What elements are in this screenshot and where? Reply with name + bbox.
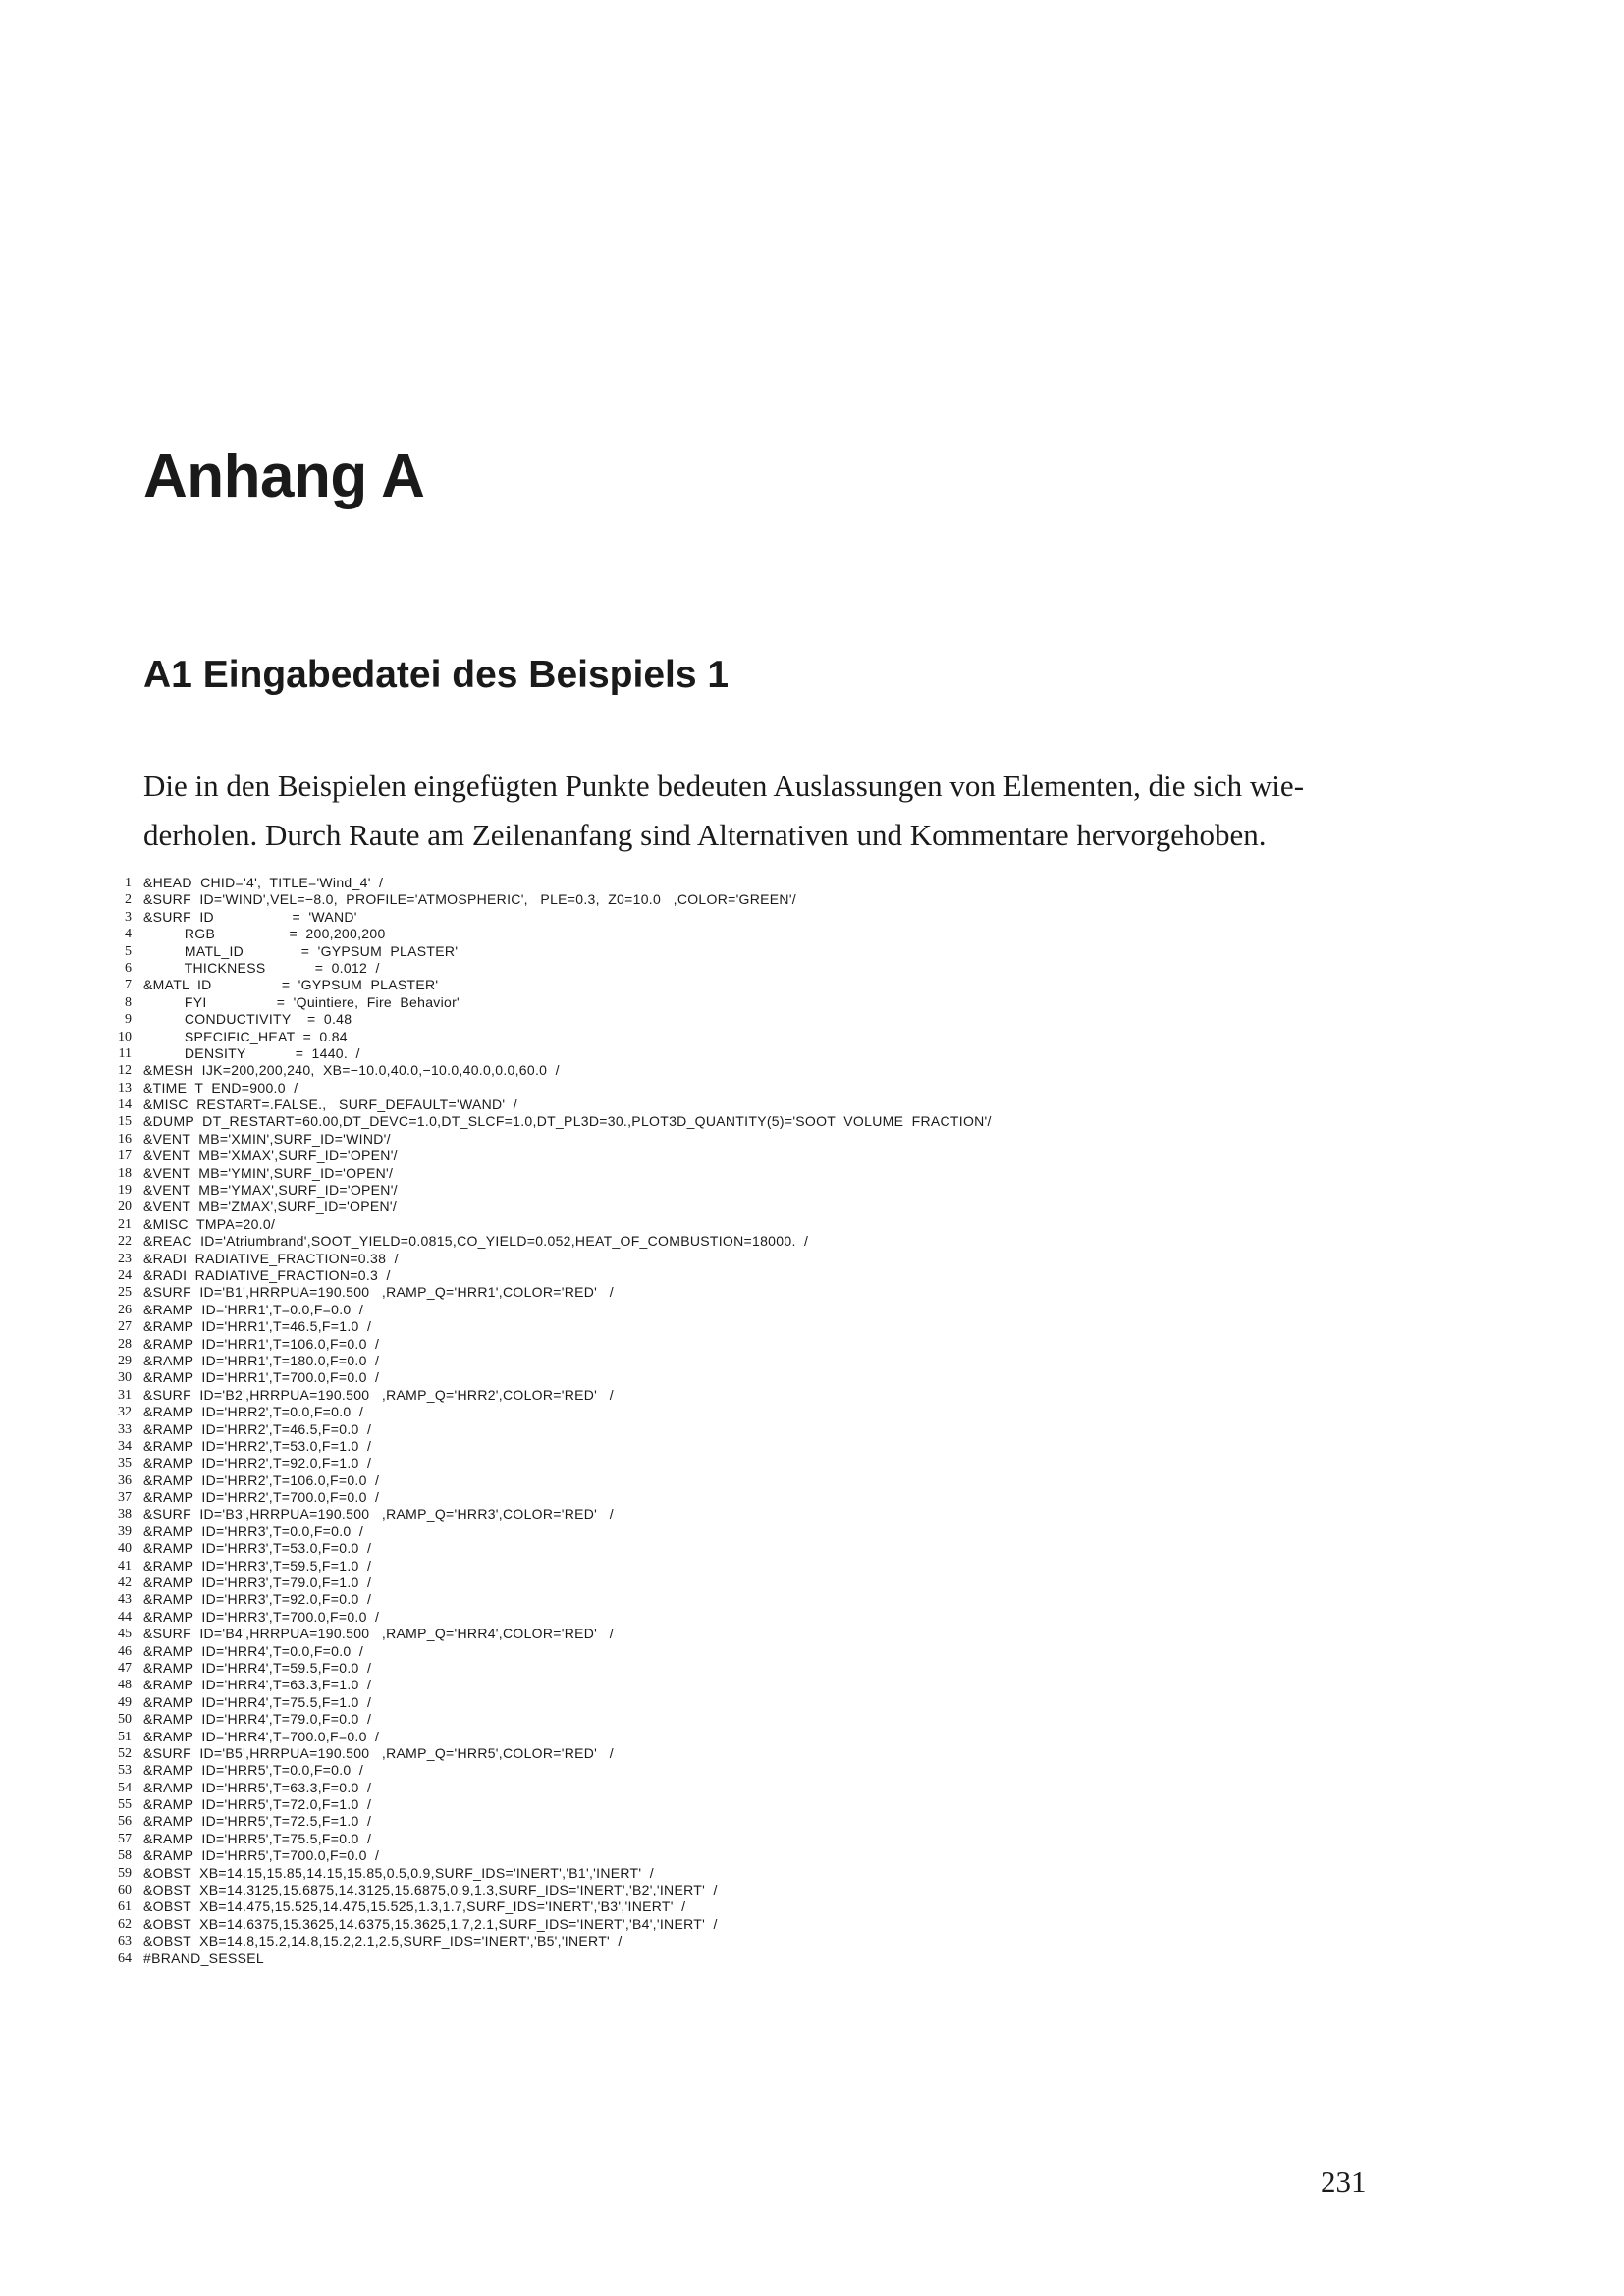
line-number: 62 (118, 1916, 132, 1932)
code-text: &RAMP ID='HRR4',T=0.0,F=0.0 / (143, 1642, 364, 1659)
code-text: &RAMP ID='HRR3',T=59.5,F=1.0 / (143, 1557, 372, 1574)
code-text: &RAMP ID='HRR3',T=53.0,F=0.0 / (143, 1540, 372, 1557)
code-line (98, 1882, 992, 1898)
code-text: &RAMP ID='HRR1',T=106.0,F=0.0 / (143, 1335, 380, 1352)
code-line (98, 1831, 992, 1847)
code-line (98, 1847, 992, 1864)
code-line (98, 1609, 992, 1626)
code-line (98, 1387, 992, 1404)
code-text: &RAMP ID='HRR1',T=0.0,F=0.0 / (143, 1301, 364, 1317)
code-text: CONDUCTIVITY = 0.48 (143, 1011, 352, 1028)
line-number: 31 (118, 1387, 132, 1403)
line-number: 13 (118, 1080, 132, 1095)
code-line (98, 1711, 992, 1728)
code-listing (98, 875, 992, 1967)
code-text: &RAMP ID='HRR3',T=0.0,F=0.0 / (143, 1522, 364, 1539)
line-number: 51 (118, 1729, 132, 1744)
line-number: 11 (118, 1045, 132, 1061)
line-number: 64 (118, 1950, 132, 1966)
code-text: &OBST XB=14.8,15.2,14.8,15.2,2.1,2.5,SURF_IDS='INERT','B5','INERT' / (143, 1933, 623, 1949)
line-number: 20 (118, 1200, 132, 1215)
code-text: &RAMP ID='HRR5',T=75.5,F=0.0 / (143, 1830, 372, 1846)
code-line (98, 1080, 992, 1096)
code-text: &RAMP ID='HRR5',T=72.5,F=1.0 / (143, 1813, 372, 1830)
code-text: &RAMP ID='HRR4',T=63.3,F=1.0 / (143, 1677, 372, 1693)
line-number: 7 (125, 978, 132, 993)
code-text: &RAMP ID='HRR4',T=79.0,F=0.0 / (143, 1711, 372, 1728)
line-number: 28 (118, 1336, 132, 1352)
code-line (98, 1591, 992, 1608)
code-line (98, 1045, 992, 1062)
line-number: 34 (118, 1438, 132, 1454)
code-text: &RAMP ID='HRR1',T=180.0,F=0.0 / (143, 1352, 380, 1368)
line-number: 43 (118, 1592, 132, 1608)
line-number: 36 (118, 1472, 132, 1488)
line-number: 19 (118, 1183, 132, 1199)
code-text: &OBST XB=14.6375,15.3625,14.6375,15.3625,1.7,2.1,SURF_IDS='INERT','B4','INERT' / (143, 1915, 718, 1932)
line-number: 24 (118, 1267, 132, 1283)
code-line (98, 1369, 992, 1386)
code-text: &RADI RADIATIVE_FRACTION=0.38 / (143, 1250, 399, 1266)
code-text: &MESH IJK=200,200,240, XB=−10.0,40.0,−10.0,40.0,0.0,60.0 / (143, 1062, 560, 1079)
code-text: &MISC TMPA=20.0/ (143, 1215, 276, 1232)
code-line (98, 1506, 992, 1522)
code-line (98, 1898, 992, 1915)
line-number: 47 (118, 1660, 132, 1676)
code-text: &RAMP ID='HRR5',T=72.0,F=1.0 / (143, 1796, 372, 1813)
line-number: 14 (118, 1097, 132, 1113)
line-number: 18 (118, 1165, 132, 1181)
code-line (98, 1694, 992, 1711)
code-line (98, 1950, 992, 1967)
code-line (98, 875, 992, 891)
code-text: &RAMP ID='HRR2',T=46.5,F=0.0 / (143, 1420, 372, 1437)
code-text: &RAMP ID='HRR5',T=700.0,F=0.0 / (143, 1847, 380, 1864)
line-number: 12 (118, 1063, 132, 1079)
line-number: 1 (125, 876, 132, 890)
line-number: 35 (118, 1456, 132, 1471)
code-text: &VENT MB='XMIN',SURF_ID='WIND'/ (143, 1130, 391, 1147)
code-line (98, 1199, 992, 1215)
code-line (98, 1626, 992, 1642)
line-number: 41 (118, 1558, 132, 1574)
code-text: DENSITY = 1440. / (143, 1044, 360, 1061)
code-text: &SURF ID='WIND',VEL=−8.0, PROFILE='ATMOSPHERIC', PLE=0.3, Z0=10.0 ,COLOR='GREEN'/ (143, 891, 796, 908)
code-text: &RAMP ID='HRR4',T=700.0,F=0.0 / (143, 1728, 380, 1744)
line-number: 61 (118, 1899, 132, 1915)
code-line (98, 1558, 992, 1575)
code-line (98, 960, 992, 977)
line-number: 60 (118, 1883, 132, 1898)
code-line (98, 1131, 992, 1148)
line-number: 5 (125, 943, 132, 959)
line-number: 53 (118, 1763, 132, 1779)
line-number: 39 (118, 1523, 132, 1539)
code-text: &RAMP ID='HRR2',T=700.0,F=0.0 / (143, 1489, 380, 1506)
code-line (98, 1267, 992, 1284)
code-line (98, 1318, 992, 1335)
code-text: &OBST XB=14.15,15.85,14.15,15.85,0.5,0.9,SURF_IDS='INERT','B1','INERT' / (143, 1864, 654, 1881)
line-number: 6 (125, 960, 132, 976)
code-text: &RAMP ID='HRR3',T=79.0,F=1.0 / (143, 1575, 372, 1591)
line-number: 52 (118, 1745, 132, 1761)
code-line (98, 1062, 992, 1079)
code-text: &RAMP ID='HRR2',T=0.0,F=0.0 / (143, 1404, 364, 1420)
code-text: &RADI RADIATIVE_FRACTION=0.3 / (143, 1266, 391, 1283)
code-line (98, 1762, 992, 1779)
line-number: 10 (118, 1029, 132, 1044)
code-text: &REAC ID='Atriumbrand',SOOT_YIELD=0.0815,CO_YIELD=0.052,HEAT_OF_COMBUSTION=18000. / (143, 1233, 809, 1250)
code-text: &RAMP ID='HRR3',T=92.0,F=0.0 / (143, 1591, 372, 1608)
code-line (98, 994, 992, 1011)
code-line (98, 891, 992, 908)
line-number: 30 (118, 1370, 132, 1386)
code-text: &RAMP ID='HRR4',T=59.5,F=0.0 / (143, 1659, 372, 1676)
code-text: &RAMP ID='HRR2',T=92.0,F=1.0 / (143, 1455, 372, 1471)
code-text: &OBST XB=14.3125,15.6875,14.3125,15.6875,0.9,1.3,SURF_IDS='INERT','B2','INERT' / (143, 1882, 718, 1898)
line-number: 50 (118, 1712, 132, 1728)
line-number: 2 (125, 892, 132, 908)
line-number: 56 (118, 1814, 132, 1830)
code-text: &RAMP ID='HRR4',T=75.5,F=1.0 / (143, 1693, 372, 1710)
code-text: &SURF ID='B4',HRRPUA=190.500 ,RAMP_Q='HRR4',COLOR='RED' / (143, 1626, 614, 1642)
line-number: 45 (118, 1627, 132, 1642)
code-line (98, 1916, 992, 1933)
section-title: A1 Eingabedatei des Beispiels 1 (143, 654, 730, 696)
code-line (98, 1096, 992, 1113)
code-line (98, 1438, 992, 1455)
line-number: 40 (118, 1541, 132, 1557)
line-number: 16 (118, 1131, 132, 1147)
line-number: 33 (118, 1421, 132, 1437)
code-text: &OBST XB=14.475,15.525,14.475,15.525,1.3,1.7,SURF_IDS='INERT','B3','INERT' / (143, 1898, 686, 1915)
code-line (98, 1251, 992, 1267)
intro-paragraph (143, 762, 1382, 860)
code-text: &MATL ID = 'GYPSUM PLASTER' (143, 977, 439, 993)
code-line (98, 1011, 992, 1028)
line-number: 44 (118, 1609, 132, 1625)
code-text: &RAMP ID='HRR1',T=700.0,F=0.0 / (143, 1369, 380, 1386)
code-text: MATL_ID = 'GYPSUM PLASTER' (143, 942, 459, 959)
code-text: &VENT MB='YMAX',SURF_ID='OPEN'/ (143, 1182, 398, 1199)
line-number: 37 (118, 1490, 132, 1506)
code-line (98, 1182, 992, 1199)
code-text: &VENT MB='YMIN',SURF_ID='OPEN'/ (143, 1164, 394, 1181)
code-line (98, 1472, 992, 1489)
code-line (98, 1643, 992, 1660)
code-line (98, 1489, 992, 1506)
intro-line-2: derholen. Durch Raute am Zeilenanfang sind Alternativen und Kommentare hervorgehoben. (143, 818, 1267, 852)
code-line (98, 1796, 992, 1813)
code-line (98, 1455, 992, 1471)
line-number: 59 (118, 1865, 132, 1881)
line-number: 15 (118, 1114, 132, 1130)
code-line (98, 1729, 992, 1745)
line-number: 38 (118, 1507, 132, 1522)
line-number: 8 (125, 994, 132, 1010)
line-number: 21 (118, 1216, 132, 1232)
code-line (98, 1677, 992, 1693)
intro-line-1: Die in den Beispielen eingefügten Punkte bedeuten Auslassungen von Elementen, die sich wie- (143, 769, 1305, 803)
code-text: SPECIFIC_HEAT = 0.84 (143, 1028, 348, 1044)
line-number: 58 (118, 1848, 132, 1864)
code-line (98, 1165, 992, 1182)
page-number: 231 (1321, 2164, 1367, 2199)
code-text: &SURF ID='B5',HRRPUA=190.500 ,RAMP_Q='HRR5',COLOR='RED' / (143, 1744, 614, 1761)
line-number: 26 (118, 1302, 132, 1317)
line-number: 32 (118, 1405, 132, 1420)
code-line (98, 1813, 992, 1830)
code-line (98, 943, 992, 960)
code-text: #BRAND_SESSEL (143, 1949, 264, 1966)
code-text: &RAMP ID='HRR2',T=53.0,F=1.0 / (143, 1437, 372, 1454)
code-text: &RAMP ID='HRR3',T=700.0,F=0.0 / (143, 1608, 380, 1625)
code-line (98, 1404, 992, 1420)
line-number: 3 (125, 909, 132, 925)
line-number: 9 (125, 1012, 132, 1028)
code-line (98, 1780, 992, 1796)
code-text: &DUMP DT_RESTART=60.00,DT_DEVC=1.0,DT_SLCF=1.0,DT_PL3D=30.,PLOT3D_QUANTITY(5)='SOOT VOLUME FRACTION'/ (143, 1113, 992, 1130)
line-number: 55 (118, 1797, 132, 1813)
code-line (98, 1660, 992, 1677)
line-number: 25 (118, 1285, 132, 1301)
code-text: &SURF ID = 'WAND' (143, 908, 357, 925)
line-number: 49 (118, 1694, 132, 1710)
code-line (98, 1336, 992, 1353)
code-line (98, 1575, 992, 1591)
code-line (98, 1029, 992, 1045)
code-line (98, 926, 992, 942)
code-line (98, 1302, 992, 1318)
code-line (98, 1284, 992, 1301)
code-text: RGB = 200,200,200 (143, 926, 386, 942)
code-line (98, 1540, 992, 1557)
code-line (98, 1216, 992, 1233)
code-line (98, 1933, 992, 1949)
code-text: &VENT MB='ZMAX',SURF_ID='OPEN'/ (143, 1199, 398, 1215)
code-text: &RAMP ID='HRR1',T=46.5,F=1.0 / (143, 1318, 372, 1335)
line-number: 46 (118, 1643, 132, 1659)
code-text: &TIME T_END=900.0 / (143, 1079, 298, 1095)
line-number: 17 (118, 1148, 132, 1164)
code-text: &MISC RESTART=.FALSE., SURF_DEFAULT='WAND' / (143, 1096, 517, 1113)
code-text: &RAMP ID='HRR5',T=0.0,F=0.0 / (143, 1762, 364, 1779)
code-line (98, 1523, 992, 1540)
code-text: &HEAD CHID='4', TITLE='Wind_4' / (143, 875, 384, 890)
code-text: FYI = 'Quintiere, Fire Behavior' (143, 993, 460, 1010)
chapter-title: Anhang A (143, 443, 425, 510)
line-number: 29 (118, 1353, 132, 1368)
code-line (98, 909, 992, 926)
code-line (98, 1113, 992, 1130)
line-number: 57 (118, 1831, 132, 1846)
code-line (98, 1745, 992, 1762)
line-number: 23 (118, 1251, 132, 1266)
code-line (98, 1148, 992, 1164)
line-number: 63 (118, 1934, 132, 1949)
code-line (98, 1421, 992, 1438)
code-text: &RAMP ID='HRR5',T=63.3,F=0.0 / (143, 1779, 372, 1795)
line-number: 27 (118, 1319, 132, 1335)
line-number: 42 (118, 1575, 132, 1591)
code-text: &SURF ID='B1',HRRPUA=190.500 ,RAMP_Q='HRR1',COLOR='RED' / (143, 1284, 614, 1301)
code-line (98, 1353, 992, 1369)
code-line (98, 977, 992, 993)
line-number: 48 (118, 1678, 132, 1693)
line-number: 22 (118, 1234, 132, 1250)
code-text: &RAMP ID='HRR2',T=106.0,F=0.0 / (143, 1471, 380, 1488)
code-text: &SURF ID='B3',HRRPUA=190.500 ,RAMP_Q='HRR3',COLOR='RED' / (143, 1506, 614, 1522)
code-line (98, 1865, 992, 1882)
code-text: &SURF ID='B2',HRRPUA=190.500 ,RAMP_Q='HRR2',COLOR='RED' / (143, 1386, 614, 1403)
code-line (98, 1233, 992, 1250)
code-text: &VENT MB='XMAX',SURF_ID='OPEN'/ (143, 1148, 398, 1164)
code-text: THICKNESS = 0.012 / (143, 959, 380, 976)
line-number: 4 (125, 927, 132, 942)
line-number: 54 (118, 1780, 132, 1795)
